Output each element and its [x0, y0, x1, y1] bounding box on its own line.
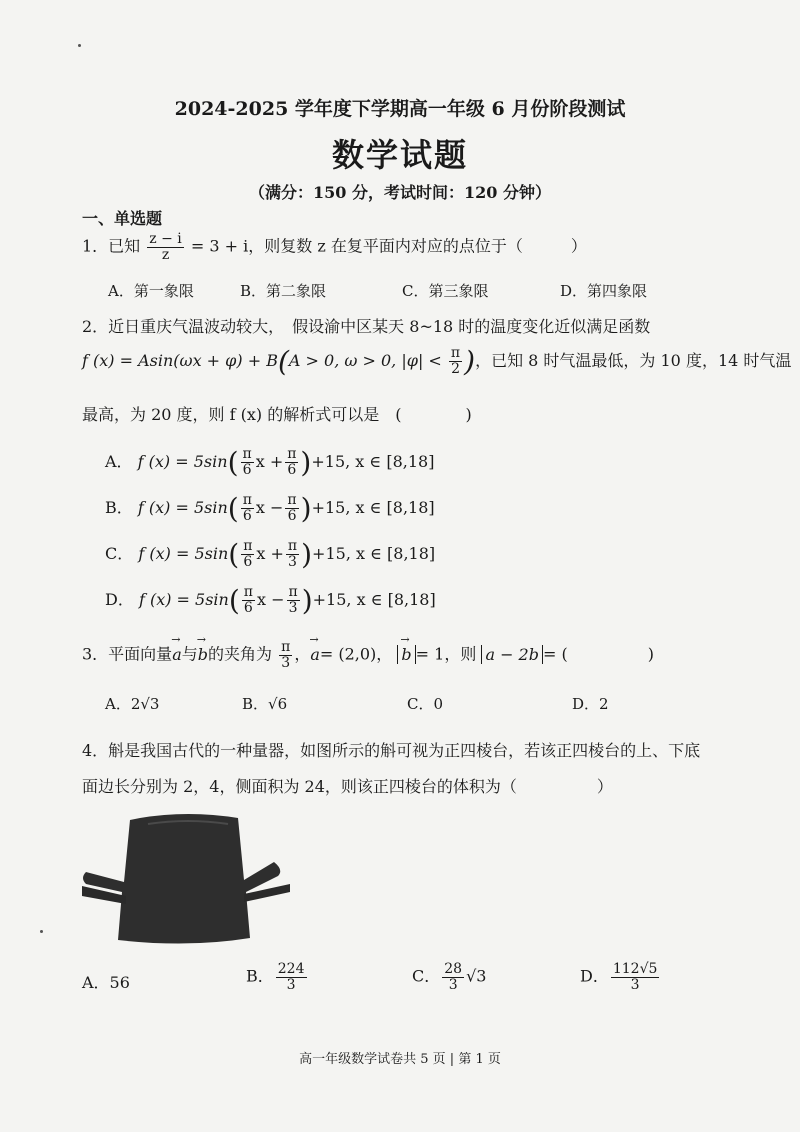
q1-choice-b: B．第二象限 — [240, 282, 327, 300]
q2-choice-b: B． f (x) = 5sin( $\frac{\pi}{6}$ x − $\frac{\pi}{6}$ )+15, x ∈ [8,18] — [105, 492, 435, 525]
q3-a-eq: = (2,0)， — [319, 644, 393, 664]
q2-choice-d-frac1 — [242, 585, 255, 615]
q2-choice-d-frac2 — [287, 585, 300, 615]
q4-c-den: 3 — [448, 976, 458, 993]
q2-function: f (x) = Asin(ωx + φ) + B — [82, 351, 278, 370]
q2-line-2: f (x) = Asin(ωx + φ) + B(A > 0, ω > 0, |φ| < $\frac{\pi}{2}$ )，已知 8 时气温最低，为 10 度，14 时气温 — [82, 345, 792, 378]
q4-choice-d — [580, 962, 661, 992]
q3-pi-over-3 — [279, 640, 292, 670]
q2-choice-c-frac1 — [241, 539, 254, 569]
q3-b-abs: = 1，则 — [415, 644, 477, 664]
q3-prefix: 3．平面向量 — [82, 644, 173, 664]
q3-three: 3 — [281, 654, 291, 671]
q4-choice-c-frac — [442, 962, 464, 992]
q2-two: 2 — [451, 361, 460, 377]
q3-choice-c: C．0 — [407, 695, 444, 713]
q4-choice-c-label: C． — [412, 966, 441, 986]
q2-pi: π — [450, 345, 461, 362]
q1-choice-d: D．第四象限 — [560, 282, 648, 300]
q3-choice-a: A．2√3 — [105, 695, 160, 713]
q2-line-2-tail: ，已知 8 时气温最低，为 10 度，14 时气温 — [475, 351, 792, 370]
q1-frac-den: z — [161, 246, 170, 263]
q4-choice-d-label: D． — [580, 966, 609, 986]
q2-choice-d-func: f (x) = 5sin — [138, 590, 229, 609]
q1-suffix: = 3 + i，则复数 z 在复平面内对应的点位于（ ） — [190, 236, 587, 256]
q2-choice-a-func: f (x) = 5sin — [137, 452, 228, 471]
q2-d-n1: π — [243, 584, 253, 601]
q3-angle-text: 的夹角为 — [208, 644, 273, 664]
q2-a-n2: π — [287, 446, 297, 463]
q2-choice-c-frac2 — [286, 539, 299, 569]
q2-choice-c-func: f (x) = 5sin — [138, 544, 229, 563]
q2-c-post: +15, x ∈ [8,18] — [312, 544, 436, 563]
q3-pi: π — [281, 639, 291, 655]
q2-a-n1: π — [242, 446, 252, 463]
q3-abs-expr — [481, 645, 543, 664]
q4-choice-b-label: B． — [246, 966, 274, 986]
q2-line-3: 最高，为 20 度，则 f (x) 的解析式可以是 ( ) — [82, 405, 472, 424]
q4-choice-a: A．56 — [82, 973, 130, 992]
q4-choice-d-frac — [611, 962, 660, 992]
q2-choice-a-label: A． — [105, 452, 133, 471]
q4-choice-b — [246, 962, 309, 992]
q2-choice-b-frac2 — [285, 493, 298, 523]
q2-b-n2: π — [287, 492, 297, 509]
q2-a-d1: 6 — [242, 462, 252, 478]
q2-choice-a-frac2 — [285, 447, 298, 477]
q4-line-2: 面边长分别为 2，4，侧面积为 24，则该正四棱台的体积为（ ） — [82, 777, 613, 796]
question-3 — [82, 640, 654, 670]
q3-expr: a − 2b — [485, 644, 539, 664]
q2-choice-b-frac1 — [241, 493, 254, 523]
scan-speck — [78, 44, 81, 47]
q2-a-d2: 6 — [287, 462, 297, 478]
q3-vector-b-2: → b — [401, 645, 411, 664]
exam-subtitle: 2024-2025 学年度下学期高一年级 6 月份阶段测试 — [174, 98, 626, 120]
q2-a-post: +15, x ∈ [8,18] — [311, 452, 435, 471]
scan-speck — [40, 930, 43, 933]
question-1 — [82, 232, 587, 262]
q2-c-d2: 3 — [288, 554, 297, 570]
q1-frac-num: z − i — [149, 231, 182, 247]
q3-vector-a-2: → a — [310, 645, 320, 664]
q2-condition: A > 0, ω > 0, |φ| < — [288, 351, 442, 370]
q4-b-den: 3 — [286, 976, 296, 993]
q1-prefix: 1．已知 — [82, 236, 141, 256]
q2-d-mid: x − — [256, 590, 285, 609]
q2-b-post: +15, x ∈ [8,18] — [311, 498, 435, 517]
q2-choice-a: A． f (x) = 5sin( $\frac{\pi}{6}$ x + $\frac{\pi}{6}$ )+15, x ∈ [8,18] — [105, 446, 435, 479]
q4-b-num: 224 — [277, 961, 305, 977]
q2-d-d2: 3 — [288, 600, 298, 616]
q2-b-d1: 6 — [242, 508, 252, 524]
q3-with: 与 — [181, 644, 198, 664]
q2-choice-d-label: D． — [105, 590, 134, 609]
section-heading: 一、单选题 — [82, 209, 163, 228]
page-footer: 高一年级数学试卷共 5 页 | 第 1 页 — [299, 1052, 501, 1067]
q3-comma: ， — [294, 644, 311, 664]
q2-a-mid: x + — [255, 452, 284, 471]
exam-title: 数学试题 — [331, 136, 468, 174]
q4-d-den: 3 — [630, 976, 640, 993]
q1-choice-a: A．第一象限 — [108, 282, 194, 300]
q3-end: = ( ) — [542, 644, 654, 664]
q3-vector-b: → b — [198, 645, 208, 664]
q4-choice-b-frac — [276, 962, 307, 992]
exam-info: （满分：150 分，考试时间：120 分钟） — [249, 183, 551, 202]
q2-choice-b-func: f (x) = 5sin — [137, 498, 228, 517]
q2-c-n2: π — [287, 538, 298, 555]
q2-line-1: 2．近日重庆气温波动较大， 假设渝中区某天 8~18 时的温度变化近似满足函数 — [82, 317, 651, 336]
q2-c-n1: π — [243, 538, 253, 555]
q4-choice-c — [412, 962, 486, 992]
q2-choice-d: D． f (x) = 5sin( $\frac{\pi}{6}$ x − $\frac{\pi}{3}$ )+15, x ∈ [8,18] — [105, 584, 436, 617]
q2-choice-c: C． f (x) = 5sin( $\frac{\pi}{6}$ x + $\frac{\pi}{3}$ )+15, x ∈ [8,18] — [105, 538, 436, 571]
q2-b-d2: 6 — [287, 508, 297, 524]
q3-vector-a: → a — [172, 645, 182, 664]
q2-choice-a-frac1 — [241, 447, 254, 477]
q1-choice-c: C．第三象限 — [402, 282, 489, 300]
q3-abs-b — [397, 645, 415, 664]
q2-pi-over-2 — [449, 346, 462, 376]
q2-b-n1: π — [242, 492, 252, 509]
q2-c-d1: 6 — [243, 554, 253, 570]
q4-c-num: 28 — [444, 961, 463, 977]
q2-d-n2: π — [288, 584, 298, 601]
q1-fraction — [147, 232, 183, 262]
q3-choice-d: D．2 — [572, 695, 609, 713]
q2-b-mid: x − — [255, 498, 284, 517]
q4-line-1: 4．斛是我国古代的一种量器，如图所示的斛可视为正四棱台，若该正四棱台的上、下底 — [82, 741, 701, 760]
q2-d-d1: 6 — [243, 600, 253, 616]
q2-choice-c-label: C． — [105, 544, 134, 563]
q4-c-tail: √3 — [466, 966, 487, 986]
hu-vessel-image — [78, 810, 298, 950]
q2-c-mid: x + — [256, 544, 284, 563]
q4-d-num: 112√5 — [612, 961, 658, 977]
q3-choice-b: B．√6 — [242, 695, 288, 713]
q2-choice-b-label: B． — [105, 498, 133, 517]
q2-d-post: +15, x ∈ [8,18] — [312, 590, 436, 609]
